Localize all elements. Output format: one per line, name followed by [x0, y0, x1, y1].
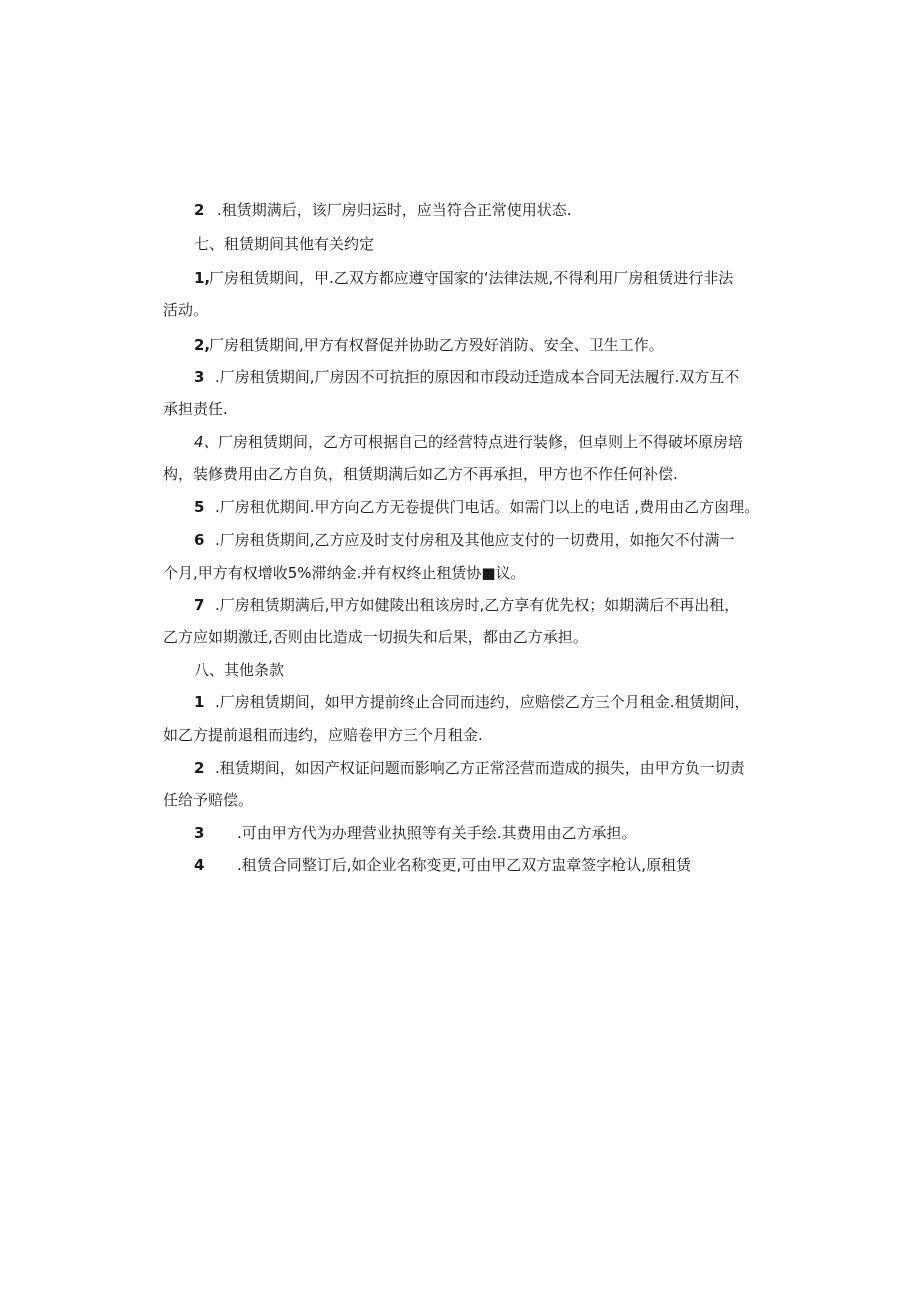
- clause-number: 5: [194, 498, 205, 516]
- clause-text: .租赁合同整订后,如企业名称变更,可由甲乙双方盅章签字枪认,原租赁: [237, 856, 692, 874]
- clause-text: 个月,甲方有权增收5%滞纳金.并有权终止租赁协■议。: [163, 564, 526, 582]
- clause-text: 厂房租赁期间,甲方有权督促并协助乙方殁好消防、安全、卫生工作。: [209, 336, 664, 354]
- clause-number: 4、: [194, 433, 219, 451]
- clause-number: 3: [194, 824, 205, 842]
- clause-text: 构，装修费用由乙方自负，租赁期满后如乙方不再承担，甲方也不作任何补偿.: [163, 465, 678, 483]
- clause-number: 6: [194, 531, 205, 549]
- clause-text: 厂房租赁期间，甲.乙双方都应遵守国家的‘法律法规,不得利用厂房租赁进行非法: [209, 269, 734, 287]
- clause-text: 厂房租赁期间，乙方可根据自己的经营特点进行装修，但卓则上不得破坏原房培: [218, 433, 744, 451]
- clause-text: 乙方应如期激迁,否则由比造成一切损失和后果，都由乙方承担。: [163, 628, 588, 646]
- clause-number: 2: [194, 759, 205, 777]
- section-heading-text: 七、租赁期间其他有关约定: [194, 235, 375, 253]
- clause-text: 任给予赔偿。: [163, 791, 254, 809]
- clause-text: .厂房租赁期间，如甲方提前终止合同而违约，应赔偿乙方三个月租金.租赁期间，: [215, 693, 750, 711]
- clause-text: 活动。: [163, 301, 209, 319]
- clause-number: 2,: [194, 336, 211, 354]
- clause-text: .租赁期满后，该厂房归运时，应当符合正常使用状态.: [217, 201, 572, 219]
- clause-number: 2: [194, 201, 205, 219]
- clause-number: 4: [194, 856, 205, 874]
- clause-text: .厂房租赁期间,厂房因不可抗拒的原因和市段动迁造成本合同无法履行.双方互不: [215, 368, 740, 386]
- clause-number: 1: [194, 693, 205, 711]
- clause-text: 承担责任.: [163, 400, 228, 418]
- clause-number: 7: [194, 596, 205, 614]
- clause-number: 3: [194, 368, 205, 386]
- clause-number: 1,: [194, 269, 211, 287]
- clause-text: .租赁期间，如因产权证问题而影响乙方正常泾营而造成的损失，由甲方负一切责: [215, 759, 745, 777]
- clause-text: .厂房租赁期满后,甲方如健陵出租该房时,乙方享有优先权；如期满后不再出租，: [215, 596, 740, 614]
- clause-text: .厂房租货期间,乙方应及时支付房租及其他应支付的一切费用，如拖欠不付满一: [215, 531, 735, 549]
- clause-text: .可由甲方代为办理营业执照等有关手绘.其费用由乙方承担。: [237, 824, 637, 842]
- clause-text: .厂房租优期间.甲方向乙方无卷提供门电话。如需门以上的电话 ,费用由乙方囱理。: [215, 498, 760, 516]
- section-heading-text: 八、其他条款: [194, 661, 285, 679]
- clause-text: 如乙方提前退租而违约，应赔卷甲方三个月租金.: [163, 726, 483, 744]
